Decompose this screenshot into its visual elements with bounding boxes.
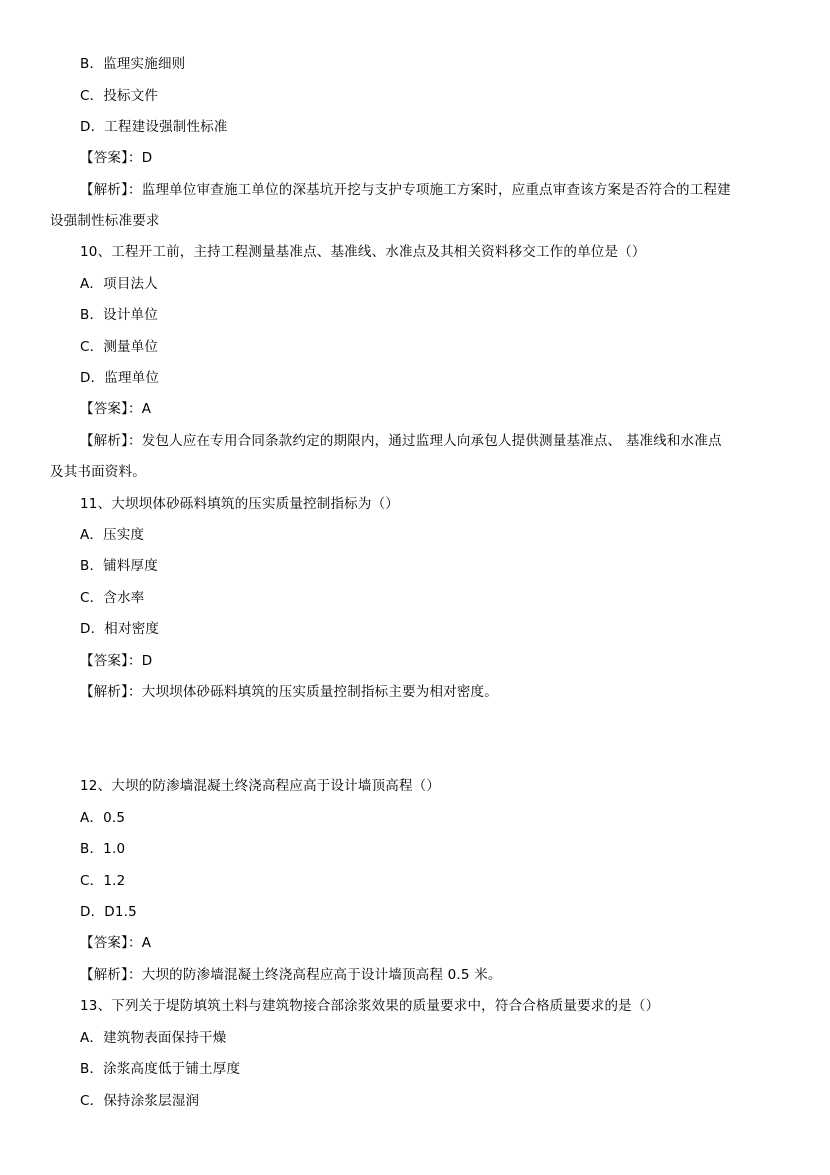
q10-analysis-line1: 【解析】：发包人应在专用合同条款约定的期限内，通过监理人向承包人提供测量基准点、 基准线和水准点 bbox=[80, 433, 722, 449]
q9-option-b: B．监理实施细则 bbox=[80, 56, 186, 72]
q9-option-c: C．投标文件 bbox=[80, 88, 159, 104]
q10-answer: 【答案】：A bbox=[80, 401, 152, 417]
q10-option-a: A．项目法人 bbox=[80, 276, 158, 292]
q12-option-a: A．0.5 bbox=[80, 810, 126, 826]
q11-option-b: B．铺料厚度 bbox=[80, 558, 158, 574]
q11-option-a: A．压实度 bbox=[80, 527, 145, 543]
q13-stem: 13、下列关于堤防填筑土料与建筑物接合部涂浆效果的质量要求中，符合合格质量要求的是（） bbox=[80, 998, 660, 1014]
q13-option-b: B．涂浆高度低于铺土厚度 bbox=[80, 1061, 241, 1077]
q10-stem: 10、工程开工前，主持工程测量基准点、基准线、水准点及其相关资料移交工作的单位是（） bbox=[80, 244, 646, 260]
q10-analysis-line2: 及其书面资料。 bbox=[50, 464, 146, 480]
q12-stem: 12、大坝的防渗墙混凝土终浇高程应高于设计墙顶高程（） bbox=[80, 778, 441, 794]
q13-option-a: A．建筑物表面保持干燥 bbox=[80, 1030, 227, 1046]
q13-option-c: C．保持涂浆层湿润 bbox=[80, 1093, 200, 1109]
q9-option-d: D．工程建设强制性标准 bbox=[80, 119, 228, 135]
q12-analysis-line1: 【解析】：大坝的防渗墙混凝土终浇高程应高于设计墙顶高程 0.5 米。 bbox=[80, 967, 502, 983]
q12-option-b: B．1.0 bbox=[80, 841, 126, 857]
q9-analysis-line2: 设强制性标准要求 bbox=[50, 213, 160, 229]
q11-option-c: C．含水率 bbox=[80, 590, 145, 606]
q11-option-d: D．相对密度 bbox=[80, 621, 160, 637]
q12-option-d: D．D1.5 bbox=[80, 904, 137, 920]
q11-stem: 11、大坝坝体砂砾料填筑的压实质量控制指标为（） bbox=[80, 496, 399, 512]
q9-analysis-line1: 【解析】：监理单位审查施工单位的深基坑开挖与支护专项施工方案时，应重点审查该方案是否符合的工程建 bbox=[80, 182, 731, 198]
q12-answer: 【答案】：A bbox=[80, 935, 152, 951]
q11-answer: 【答案】：D bbox=[80, 653, 153, 669]
q10-option-d: D．监理单位 bbox=[80, 370, 160, 386]
q9-answer: 【答案】：D bbox=[80, 150, 153, 166]
q10-option-c: C．测量单位 bbox=[80, 339, 159, 355]
q11-analysis-line1: 【解析】：大坝坝体砂砾料填筑的压实质量控制指标主要为相对密度。 bbox=[80, 684, 498, 700]
q10-option-b: B．设计单位 bbox=[80, 307, 158, 323]
q12-option-c: C．1.2 bbox=[80, 873, 126, 889]
